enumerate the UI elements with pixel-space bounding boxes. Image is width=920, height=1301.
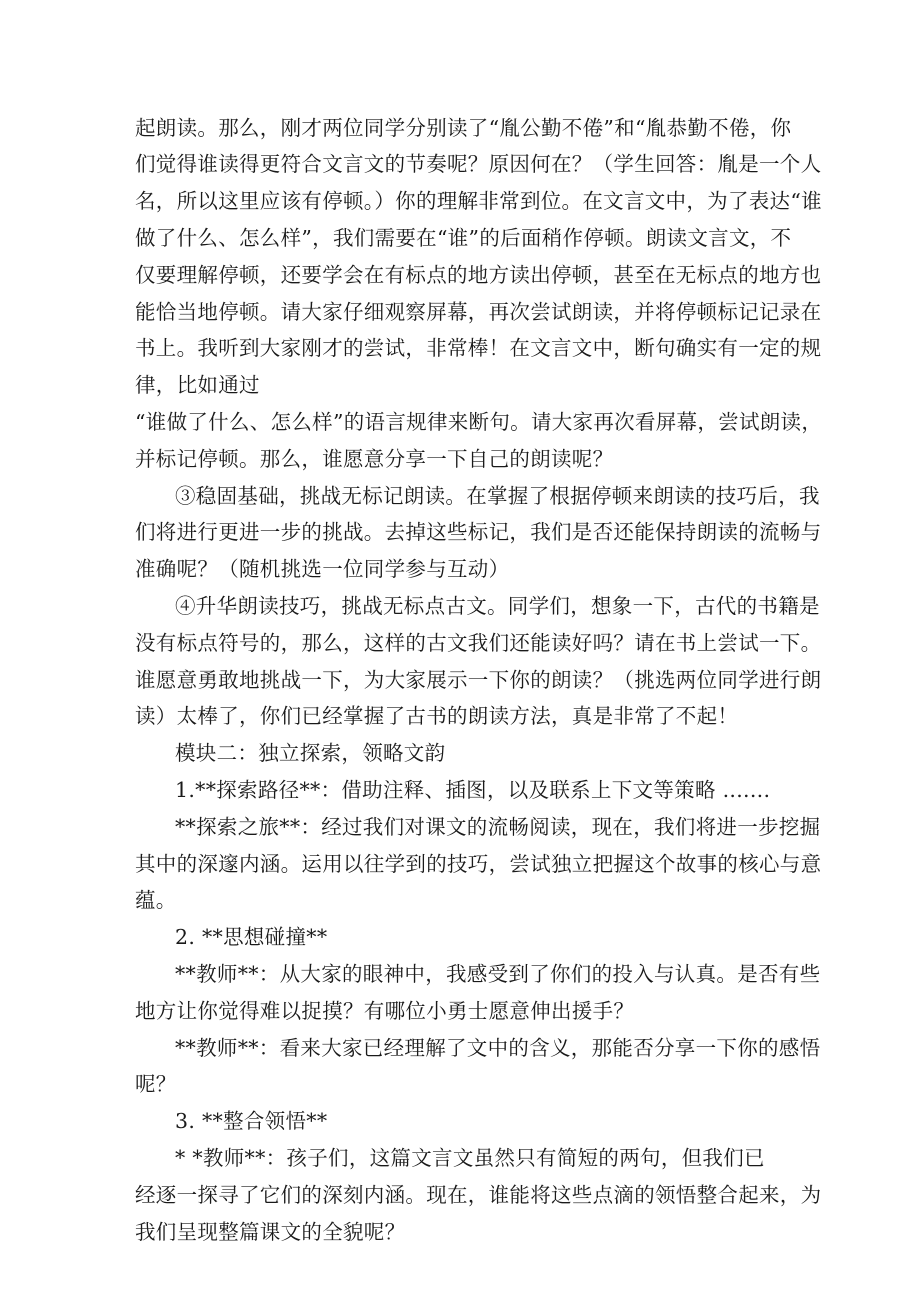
text-line: 经逐一探寻了它们的深刻内涵。现在，谁能将这些点滴的领悟整合起来，为 <box>135 1183 822 1207</box>
text-line: **探索之旅**：经过我们对课文的流畅阅读，现在，我们将进一步挖掘 <box>175 815 821 839</box>
section-heading: 模块二：独立探索，领略文韵 <box>175 741 446 765</box>
text-line: 们觉得谁读得更符合文言文的节奏呢？原因何在？（学生回答：胤是一个人 <box>135 152 822 176</box>
text-line: * *教师**：孩子们，这篇文言文虽然只有简短的两句，但我们已 <box>175 1146 765 1170</box>
text-line: **教师**：看来大家已经理解了文中的含义，那能否分享一下你的感悟 <box>175 1036 821 1060</box>
text-line: 起朗读。那么，刚才两位同学分别读了“胤公勤不倦”和“胤恭勤不倦，你 <box>135 116 792 140</box>
text-line: 蕴。 <box>135 888 177 912</box>
text-line: 们将进行更进一步的挑战。去掉这些标记，我们是否还能保持朗读的流畅与 <box>135 520 822 544</box>
text-line: 律，比如通过 <box>135 373 260 397</box>
text-line: 读）太棒了，你们已经掌握了古书的朗读方法，真是非常了不起！ <box>135 704 739 728</box>
text-line: 准确呢？（随机挑选一位同学参与互动） <box>135 557 510 581</box>
text-line: 仅要理解停顿，还要学会在有标点的地方读出停顿，甚至在无标点的地方也 <box>135 263 822 287</box>
text-line: **教师**：从大家的眼神中，我感受到了你们的投入与认真。是否有些 <box>175 962 821 986</box>
text-line: 做了什么、怎么样”，我们需要在“谁”的后面稍作停顿。朗读文言文，不 <box>135 226 792 250</box>
text-line: 呢？ <box>135 1072 177 1096</box>
text-line: 能恰当地停顿。请大家仔细观察屏幕，再次尝试朗读，并将停顿标记记录在 <box>135 300 822 324</box>
text-line: 名，所以这里应该有停顿。）你的理解非常到位。在文言文中，为了表达“谁 <box>135 189 822 213</box>
text-line: 1.**探索路径**：借助注释、插图，以及联系上下文等策略 ....... <box>175 778 771 802</box>
text-line: 谁愿意勇敢地挑战一下，为大家展示一下你的朗读？（挑选两位同学进行朗 <box>135 668 822 692</box>
text-line: 其中的深邃内涵。运用以往学到的技巧，尝试独立把握这个故事的核心与意 <box>135 852 822 876</box>
text-line: ③稳固基础，挑战无标记朗读。在掌握了根据停顿来朗读的技巧后，我 <box>175 484 820 508</box>
text-line: 地方让你觉得难以捉摸？有哪位小勇士愿意伸出援手？ <box>135 999 635 1023</box>
text-line: ④升华朗读技巧，挑战无标点古文。同学们，想象一下，古代的书籍是 <box>175 594 820 618</box>
text-line: 并标记停顿。那么，谁愿意分享一下自己的朗读呢？ <box>135 447 614 471</box>
text-line: 我们呈现整篇课文的全貌呢？ <box>135 1220 406 1244</box>
sub-heading: 3. **整合领悟** <box>175 1109 328 1133</box>
text-line: 没有标点符号的，那么，这样的古文我们还能读好吗？请在书上尝试一下。 <box>135 631 822 655</box>
text-line: 书上。我听到大家刚才的尝试，非常棒！在文言文中，断句确实有一定的规 <box>135 336 822 360</box>
sub-heading: 2. **思想碰撞** <box>175 925 328 949</box>
text-line: “谁做了什么、怎么样”的语言规律来断句。请大家再次看屏幕，尝试朗读， <box>135 410 823 434</box>
